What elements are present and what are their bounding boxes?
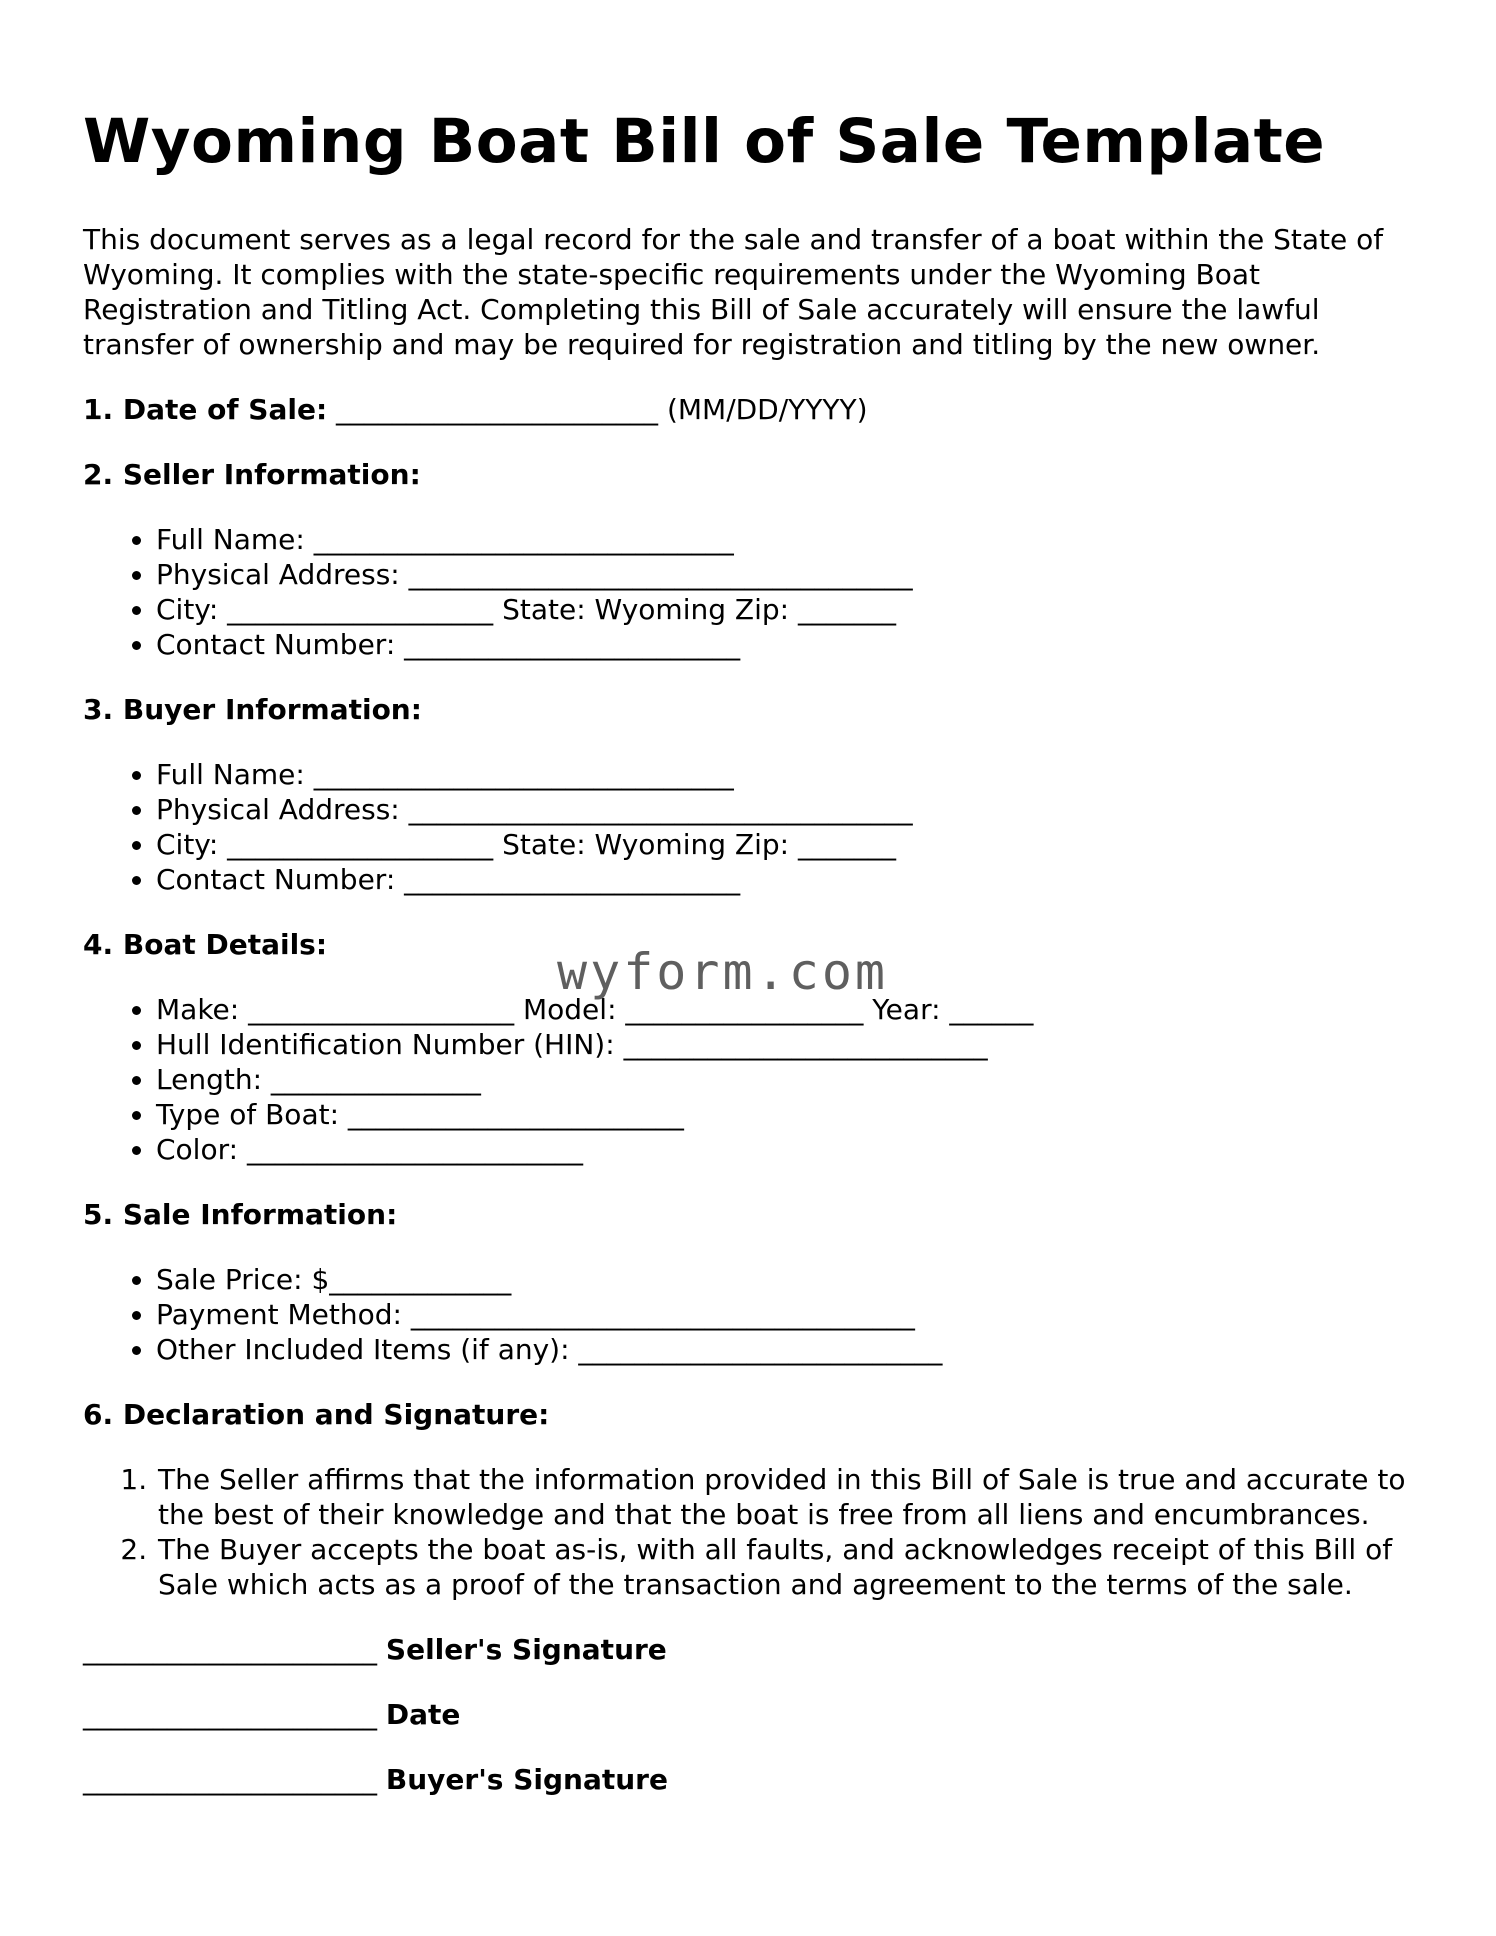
date-signature-row [83,1697,1413,1732]
seller-signature-line[interactable]: _____________________ [83,1633,377,1666]
buyer-signature-label: Buyer's Signature [385,1763,668,1796]
date-format-hint: (MM/DD/YYYY) [658,393,868,426]
other-items-field[interactable]: • Other Included Items (if any): __________________________ [156,1332,1413,1367]
sale-price-field[interactable]: • Sale Price: $_____________ [156,1262,1413,1297]
boat-type-field[interactable]: • Type of Boat: ________________________ [156,1097,1413,1132]
buyer-city-state-zip-field[interactable]: • City: ___________________ State: Wyoming Zip: _______ [156,827,1413,862]
declaration-section-title: 6. Declaration and Signature: [83,1398,550,1431]
seller-city-state-zip-field[interactable]: • City: ___________________ State: Wyoming Zip: _______ [156,592,1413,627]
buyer-signature-row [83,1762,1413,1797]
boat-length-field[interactable]: • Length: _______________ [156,1062,1413,1097]
seller-full-name-field[interactable]: • Full Name: ______________________________ [156,522,1413,557]
boat-section-title: 4. Boat Details: [83,928,328,961]
intro-paragraph: This document serves as a legal record for the sale and transfer of a boat within the State of Wyoming. It complies with the state-specific requirements under the Wyoming Boat Registration and Titling Act. Completing this Bill of Sale accurately will ensure the lawful transfer of ownership and may be required for registration and titling by the new owner. [83,223,1384,361]
boat-color-field[interactable]: • Color: ________________________ [156,1132,1413,1167]
seller-signature-row [83,1632,1413,1667]
date-signature-line[interactable]: _____________________ [83,1698,377,1731]
seller-field-list [83,522,1413,662]
page-title: Wyoming Boat Bill of Sale Template [83,106,1326,177]
date-of-sale-blank[interactable]: _______________________ [327,393,659,426]
boat-field-list [83,992,1413,1167]
buyer-signature-line[interactable]: _____________________ [83,1763,377,1796]
buyer-field-list [83,757,1413,897]
boat-hin-field[interactable]: • Hull Identification Number (HIN): __________________________ [156,1027,1413,1062]
sale-section-title: 5. Sale Information: [83,1198,398,1231]
seller-contact-field[interactable]: • Contact Number: ________________________ [156,627,1413,662]
date-signature-label: Date [385,1698,461,1731]
buyer-contact-field[interactable]: • Contact Number: ________________________ [156,862,1413,897]
boat-make-model-year-field[interactable]: • Make: ___________________ Model: _________________ Year: ______ [156,992,1413,1027]
buyer-section-title: 3. Buyer Information: [83,693,422,726]
date-of-sale-label: 1. Date of Sale: [83,393,328,426]
watermark: wyform.com [557,943,889,1001]
buyer-declaration: 2. The Buyer accepts the boat as-is, with all faults, and acknowledges receipt of this Bill of Sale which acts as a proof of the transaction and agreement to the terms of the sale. [156,1532,1413,1602]
buyer-full-name-field[interactable]: • Full Name: ______________________________ [156,757,1413,792]
date-of-sale-row [83,392,1413,427]
payment-method-field[interactable]: • Payment Method: ____________________________________ [156,1297,1413,1332]
buyer-address-field[interactable]: • Physical Address: ____________________________________ [156,792,1413,827]
seller-section-title: 2. Seller Information: [83,458,421,491]
seller-address-field[interactable]: • Physical Address: ____________________________________ [156,557,1413,592]
declaration-list [83,1462,1413,1602]
seller-declaration: 1. The Seller affirms that the information provided in this Bill of Sale is true and accurate to the best of their knowledge and that the boat is free from all liens and encumbrances. [156,1462,1413,1532]
seller-signature-label: Seller's Signature [385,1633,667,1666]
sale-field-list [83,1262,1413,1367]
